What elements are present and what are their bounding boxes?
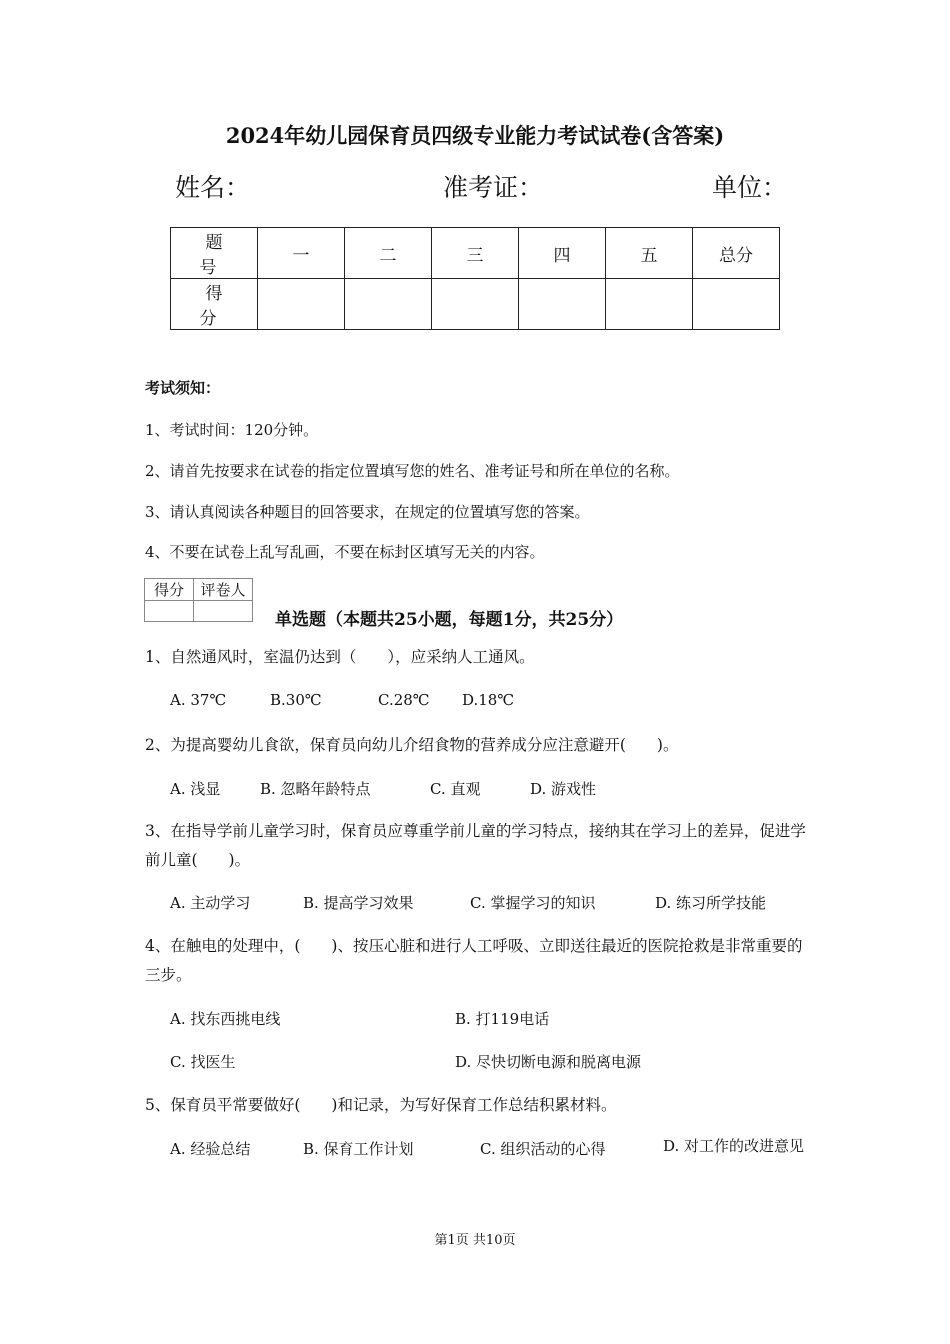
- name-field-label: 姓名：: [175, 173, 251, 202]
- question-option: A. 主动学习: [170, 894, 251, 912]
- score-table-score-label: 得 分: [171, 279, 258, 330]
- score-table-header-cell: 一: [258, 228, 345, 279]
- question-option: C. 掌握学习的知识: [470, 894, 596, 912]
- question-stem: 1、自然通风时，室温仍达到（ ），应采纳人工通风。: [145, 648, 535, 666]
- score-table-header-cell: 总分: [693, 228, 780, 279]
- score-table-header-cell: 三: [432, 228, 519, 279]
- question-option: D. 练习所学技能: [655, 894, 767, 912]
- question-option: C. 直观: [430, 780, 481, 798]
- page-footer: 第1页 共10页: [434, 1233, 516, 1248]
- score-cell: [258, 279, 345, 330]
- score-cell: [432, 279, 519, 330]
- question-option: D.18℃: [462, 691, 515, 709]
- question-option: B. 忽略年龄特点: [260, 780, 371, 798]
- grader-reviewer-label: 评卷人: [194, 579, 253, 601]
- question-option: A. 找东西挑电线: [170, 1010, 281, 1028]
- score-table-score-row: [171, 279, 780, 330]
- exam-number-field-label: 准考证：: [443, 173, 544, 202]
- question-option: C.28℃: [378, 691, 430, 709]
- score-cell: [606, 279, 693, 330]
- score-cell: [345, 279, 432, 330]
- notice-heading: 考试须知：: [145, 379, 221, 397]
- question-option: A. 浅显: [170, 780, 221, 798]
- question-option: B.30℃: [270, 691, 322, 709]
- question-option: B. 保育工作计划: [303, 1140, 414, 1158]
- grader-score-cell: [145, 601, 194, 622]
- score-table-header-label: 题 号: [171, 228, 258, 279]
- score-table: [170, 227, 780, 330]
- question-stem: 4、在触电的处理中，( )、按压心脏和进行人工呼吸、立即送往最近的医院抢救是非常重要的三步。: [145, 937, 803, 984]
- question-option: D. 游戏性: [530, 780, 597, 798]
- grader-reviewer-cell: [194, 601, 253, 622]
- notice-item: 3、请认真阅读各种题目的回答要求，在规定的位置填写您的答案。: [145, 503, 590, 521]
- section-title: 单选题（本题共25小题，每题1分，共25分）: [275, 610, 624, 630]
- question-option: A. 经验总结: [170, 1140, 251, 1158]
- score-table-header-cell: 五: [606, 228, 693, 279]
- score-table-header-row: [171, 228, 780, 279]
- question-option: B. 打119电话: [455, 1010, 550, 1028]
- unit-field-label: 单位：: [712, 173, 788, 202]
- notice-item: 1、考试时间：120分钟。: [145, 421, 319, 439]
- question-option: B. 提高学习效果: [303, 894, 414, 912]
- question-stem: 3、在指导学前儿童学习时，保育员应尊重学前儿童的学习特点，接纳其在学习上的差异，促进学前儿童( )。: [145, 822, 806, 869]
- notice-item: 2、请首先按要求在试卷的指定位置填写您的姓名、准考证号和所在单位的名称。: [145, 462, 680, 480]
- score-cell: [519, 279, 606, 330]
- question-stem: 2、为提高婴幼儿食欲，保育员向幼儿介绍食物的营养成分应注意避开( )。: [145, 736, 679, 754]
- grader-score-label: 得分: [145, 579, 194, 601]
- page-title: 2024年幼儿园保育员四级专业能力考试试卷(含答案): [225, 123, 725, 148]
- question-option: D. 尽快切断电源和脱离电源: [455, 1053, 642, 1071]
- score-table-header-cell: 四: [519, 228, 606, 279]
- question-stem: 5、保育员平常要做好( )和记录，为写好保育工作总结积累材料。: [145, 1096, 617, 1114]
- grader-table: [144, 578, 253, 622]
- question-option: C. 组织活动的心得: [480, 1140, 606, 1158]
- question-option: A. 37℃: [170, 691, 227, 709]
- question-option: C. 找医生: [170, 1053, 236, 1071]
- score-table-header-cell: 二: [345, 228, 432, 279]
- question-option: D. 对工作的改进意见: [663, 1137, 805, 1155]
- notice-item: 4、不要在试卷上乱写乱画，不要在标封区填写无关的内容。: [145, 543, 545, 561]
- score-cell: [693, 279, 780, 330]
